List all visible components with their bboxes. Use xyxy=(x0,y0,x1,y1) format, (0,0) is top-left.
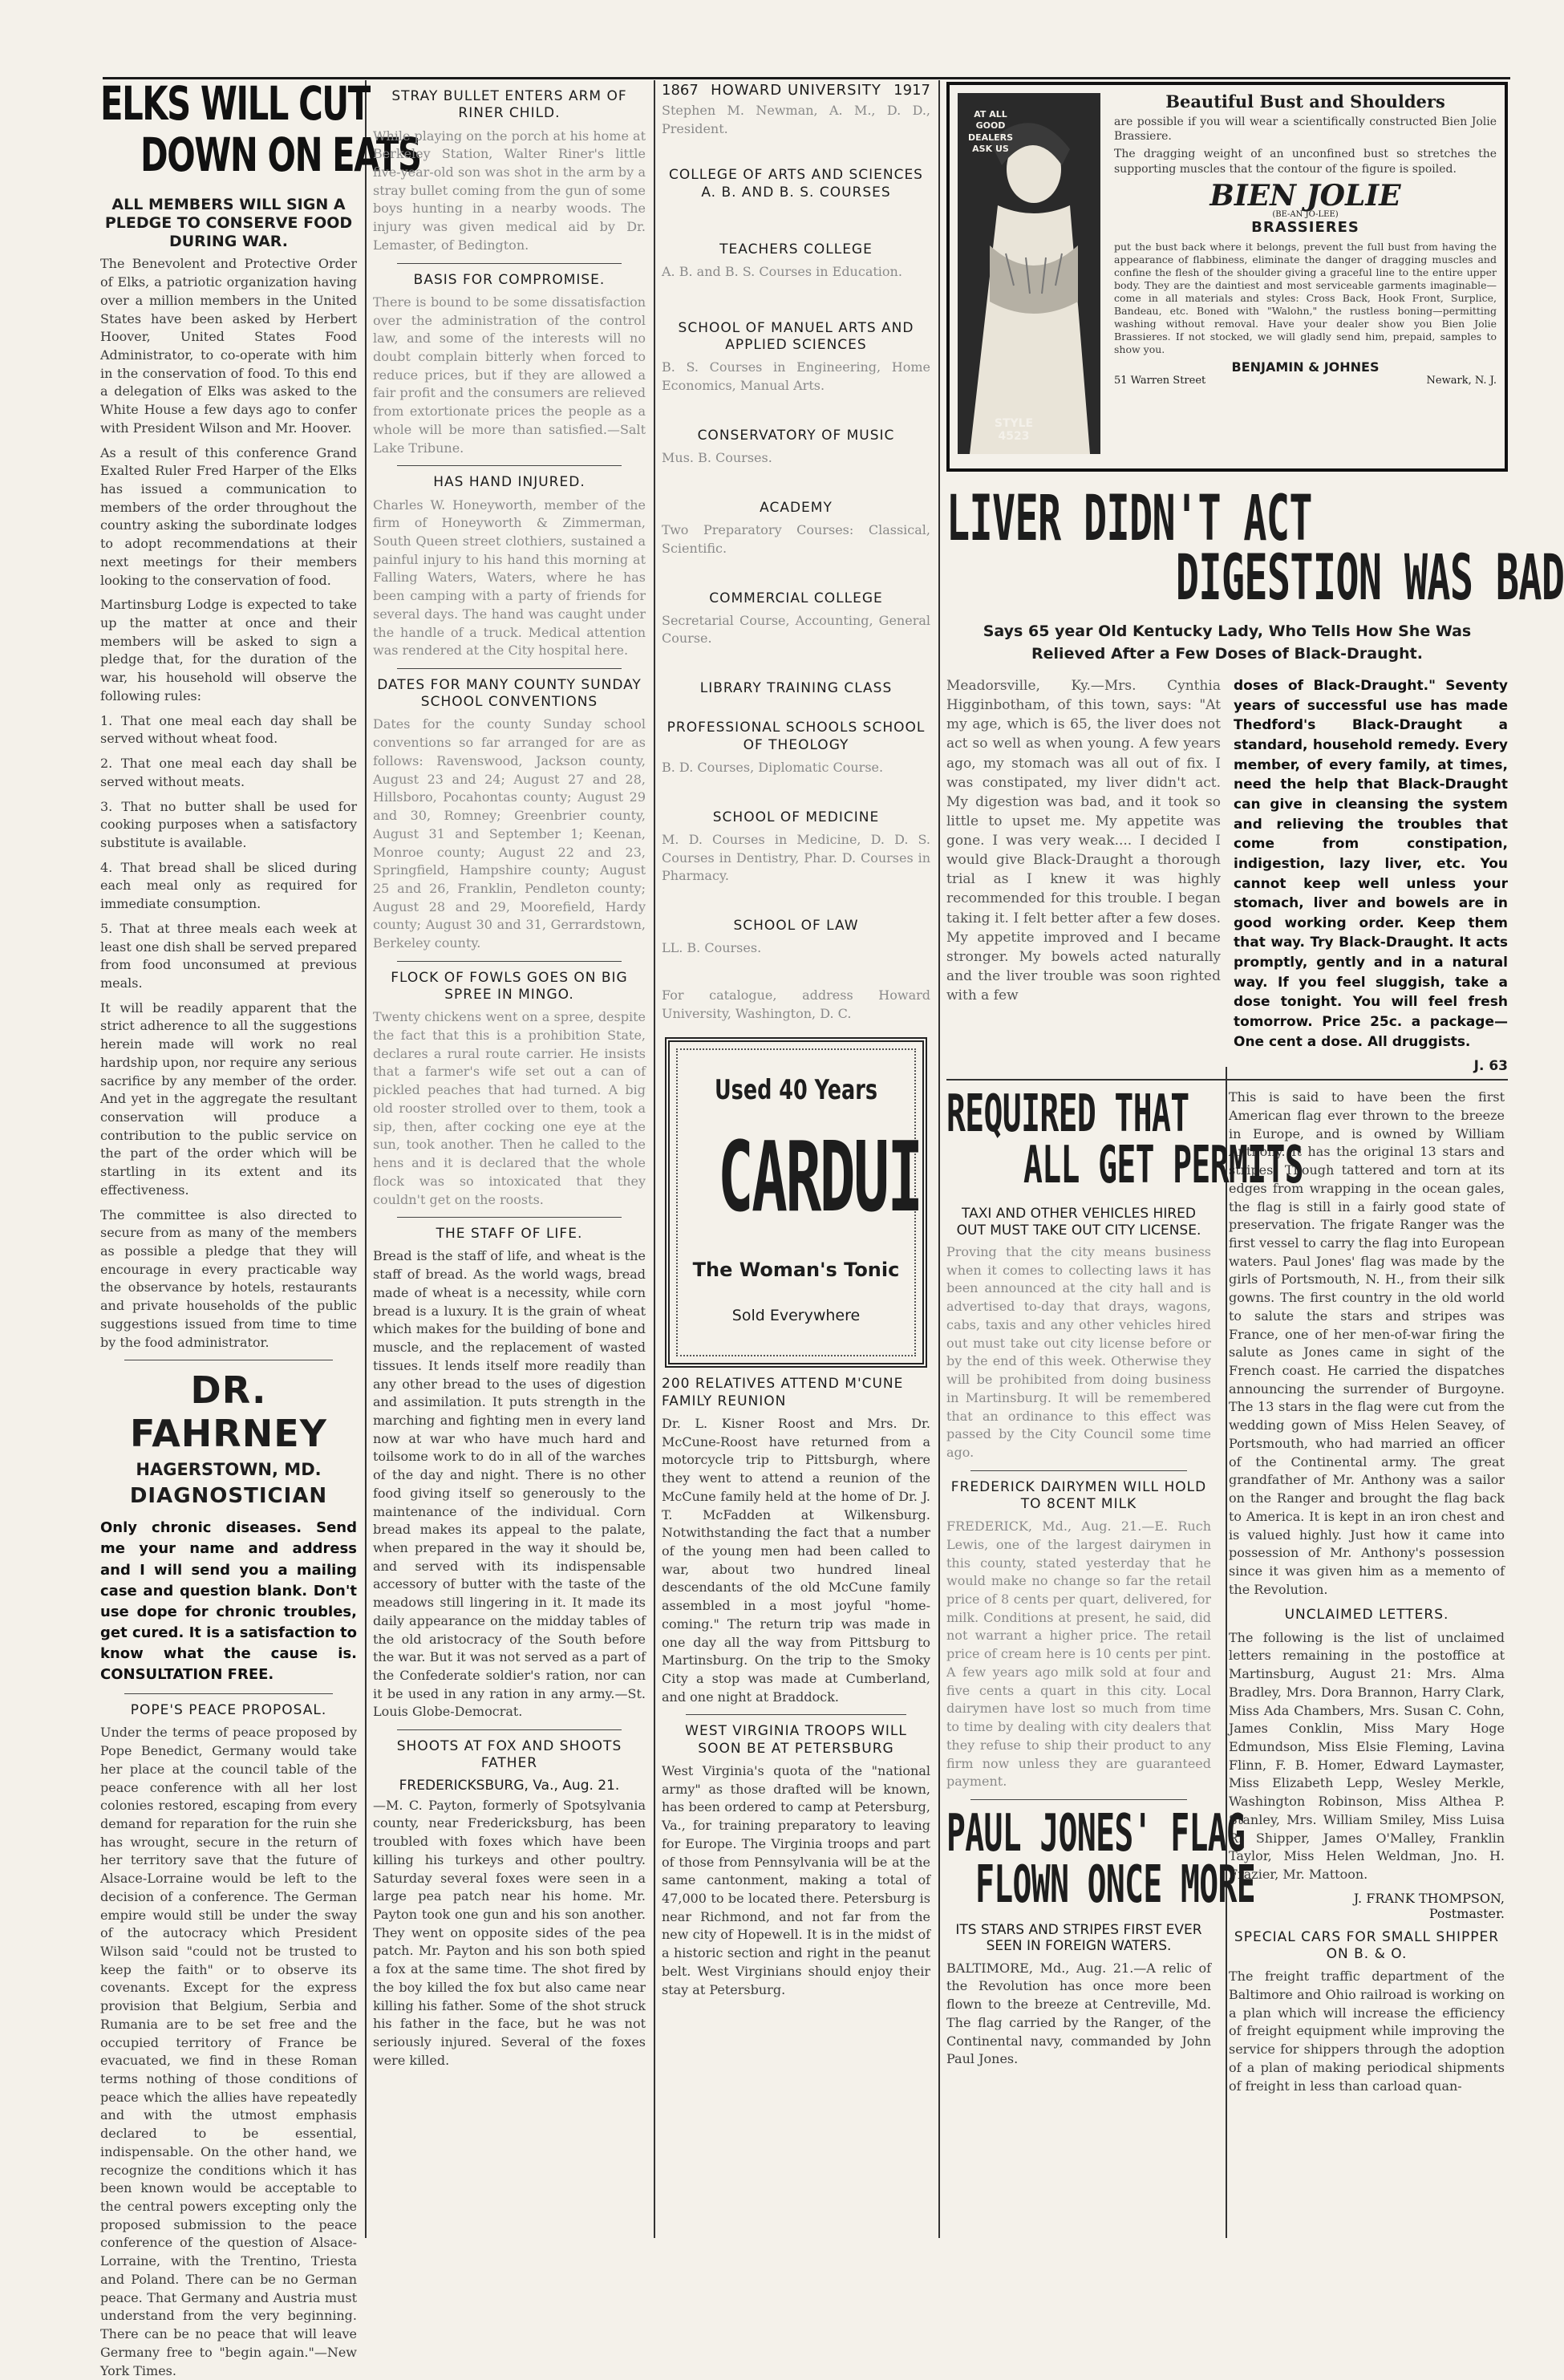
column-4-left xyxy=(946,1085,1304,2102)
school-name: LIBRARY TRAINING CLASS xyxy=(699,680,893,697)
liver-headline-row xyxy=(946,483,1508,555)
school-name: PROFESSIONAL SCHOOLS SCHOOL OF THEOLOGY xyxy=(667,720,926,753)
liver-subhead: Says 65 year Old Kentucky Lady, Who Tells How She Was Relieved After a Few Doses of Black-Draught. xyxy=(983,622,1472,663)
bien-jolie-logo xyxy=(1114,178,1497,236)
pope-article xyxy=(100,1702,357,2380)
permits-headline-row xyxy=(946,1136,1304,1201)
staff-body: Bread is the staff of life, and wheat is the staff of bread. As the world wags, bread made of wheat is a necessity, while corn bread is a luxury. It is the grain of wheat which makes for the building of bone and muscle, and the replacement of wasted tissues. It lends itself more readily than any other bread to the uses of digestion and assimilation. It puts strength in the marching and fighting men in every land now at war who have much hard and toilsome work to do in all of the warches of the day and night. There is no other food giving itself so generously to the maintenance of the individual. Corn bread makes its appeal to the palate, when prepared in the way it should be, and served with its indispensable accessory of butter with the taste of the meadows still lingering in it. It made its daily appearance on the midday tables of the old aristocracy of the South before the war. But it was not served as a part of the Confederate soldier's ration, nor can it be used in any ration in any army.—St. Louis Globe-Democrat. xyxy=(373,1248,646,1720)
liver-headline-2: DIGESTION WAS BAD xyxy=(1175,542,1564,614)
liver-headline-1: LIVER DIDN'T ACT xyxy=(946,483,1312,555)
cardui-name: CARDUI xyxy=(717,1122,922,1235)
bust-body1: The dragging weight of an unconfined bust so stretches the supporting muscles that the contour of the figure is spoiled. xyxy=(1114,148,1497,176)
column-1 xyxy=(100,76,421,2378)
stray-body: While playing on the porch at his home at Berkeley Station, Walter Riner's little five-year-old son was shot in the arm by a stray bullet coming from the gun of some boys hunting in a nearby woods. The injury was given medical aid by Dr. Lemaster, of Bedington. xyxy=(373,128,646,253)
school-name: COMMERCIAL COLLEGE xyxy=(709,590,883,606)
liver-columns xyxy=(946,676,1508,1074)
flock-headline: FLOCK OF FOWLS GOES ON BIG SPREE IN MINGO. xyxy=(391,969,628,1003)
column-rule xyxy=(654,80,655,2238)
flock-body: Twenty chickens went on a spree, despite the fact that this is a prohibition State, declares a rural route carrier. He insists that a farmer's wife set out a can of pickled peaches that had turned. A big old rooster strolled over to them, took a sip, then, after cocking one eye at the sun, took another. Then he called to the hens and it is declared that the whole flock was so intoxicated that they couldn't get on the roosts. xyxy=(373,1009,646,1207)
shoots-headline: SHOOTS AT FOX AND SHOOTS FATHER xyxy=(396,1738,622,1772)
basis-headline: BASIS FOR COMPROMISE. xyxy=(413,271,606,288)
school-name: ACADEMY xyxy=(760,499,833,516)
school-desc: B. S. Courses in Engineering, Home Economics, Manual Arts. xyxy=(662,359,930,394)
cars-body: The freight traffic department of the Baltimore and Ohio railroad is working on a plan which will increase the efficiency of freight equipment while improving the service for shippers through the adoption of a plan of making periodical shipments of freight in less than carload quan- xyxy=(1229,1968,1505,2094)
permits-headline-1: REQUIRED THAT xyxy=(946,1085,1189,1145)
paul-headline-row xyxy=(946,1803,1246,1863)
school-desc: Mus. B. Courses. xyxy=(662,450,772,466)
dates-headline: DATES FOR MANY COUNTY SUNDAY SCHOOL CONVENTIONS xyxy=(377,676,642,711)
wvtroops-body: West Virginia's quota of the "national army" as those drafted will be known, has been ordered to camp at Petersburg, Va., for training preparatory to leaving for Europe. The Virginia troops and part of those from Pennsylvania will be at the same cantonment, making a total of 47,000 to be located there. Petersburg is near Richmond, and not far from the new city of Hopewell. It is in the midst of a historic section and right in the peanut belt. West Virginians should enjoy their stay at Petersburg. xyxy=(662,1762,930,1997)
injured-headline: HAS HAND INJURED. xyxy=(433,474,585,491)
shoots-body: —M. C. Payton, formerly of Spotsylvania county, near Fredericksburg, has been troubled with foxes which have been killing his turkeys and other poultry. Saturday several foxes were seen in a large pea patch near his home. Mr. Payton took one gun and his son another. They went on opposite sides of the pea patch. Mr. Payton and his son both spied a fox at the same time. The shot fired by the boy killed the fox but also came near killing his father. Some of the shot struck his father in the face, but he was not seriously injured. Several of the foxes were killed. xyxy=(373,1797,646,2068)
dairy-headline: FREDERICK DAIRYMEN WILL HOLD TO 8CENT MILK xyxy=(950,1478,1207,1512)
elks-paragraph: The Benevolent and Protective Order of Elks, a patriotic organization having over a million members in the United States have been asked by Herbert Hoover, United States Food Administrator, to co-operate with him in the conservation of food. To this end a delegation of Elks was asked to the White House a few days ago to confer with President Wilson and Mr. Hoover. xyxy=(100,256,357,436)
school-name: CONSERVATORY OF MUSIC xyxy=(697,427,895,444)
column-4-right xyxy=(1229,1089,1505,2102)
school-name: TEACHERS COLLEGE xyxy=(719,241,873,257)
divider xyxy=(970,1799,1187,1800)
elks-headline-1: ELKS WILL CUT xyxy=(100,76,370,131)
bust-city: Newark, N. J. xyxy=(1426,374,1497,387)
divider xyxy=(686,1714,906,1715)
elks-rule: 4. That bread shall be sliced during each meal only as required for immediate consumption. xyxy=(100,859,357,912)
brand-name: BIEN JOLIE xyxy=(1209,178,1401,213)
unclaimed-role: Postmaster. xyxy=(1428,1905,1505,1921)
unclaimed-signer: J. FRANK THOMPSON, xyxy=(1353,1890,1505,1906)
injured-body: Charles W. Honeyworth, member of the firm of Honeyworth & Zimmerman, South Queen street clothiers, sustained a painful injury to his hand this morning at Falling Waters, Waters, where he has been camping with a party of friends for several days. The hand was caught under the handle of a truck. Medical attention was rendered at the City hospital here. xyxy=(373,497,646,659)
bust-copy xyxy=(1114,91,1497,387)
school-name: SCHOOL OF MANUEL ARTS AND APPLIED SCIENCES xyxy=(678,319,914,354)
divider xyxy=(397,668,622,669)
school-desc: LL. B. Courses. xyxy=(662,940,762,956)
elks-paragraph: It will be readily apparent that the strict adherence to all the suggestions herein made will work no real hardship upon, nor require any serious sacrifice by any member of the order. And yet in the aggregate the resultant conservation will produce a contribution to the public service on the part of the order which will be startling in its extent and its effectiveness. xyxy=(100,999,357,1198)
elks-subhead: ALL MEMBERS WILL SIGN A PLEDGE TO CONSERVE FOOD DURING WAR. xyxy=(104,196,353,250)
cardui-used: Used 40 Years xyxy=(714,1074,878,1107)
fahrney-name: DR. FAHRNEY xyxy=(130,1368,327,1456)
elks-rule: 3. That no butter shall be used for cooking purposes when a satisfactory substitute is available. xyxy=(100,798,357,850)
howard-masthead xyxy=(662,82,930,99)
divider xyxy=(397,1217,622,1218)
column-2 xyxy=(373,80,646,2238)
unclaimed-body: The following is the list of unclaimed letters remaining in the postoffice at Martinsburg, August 21: Mrs. Alma Bradley, Mrs. Dora Brannon, Harry Clark, Miss Ada Chambers, Mrs. Susan C. Cohn, James Conklin, Miss Mary Hoge Edmundson, Miss Elsie Fleming, Lavina Flinn, F. B. Homer, Edward Laymaster, Miss Elizabeth Lepp, Wesley Merkle, Washington Robinson, Miss Althea P. Stanley, Mrs. William Smiley, Miss Luisa R. Shipper, James O'Malley, Franklin Taylor, Miss Helen Weldman, Jno. H. Frazier, Mr. Mattoon. xyxy=(1229,1629,1505,1882)
bust-street: 51 Warren Street xyxy=(1114,374,1206,387)
brand-subtitle: BRASSIERES xyxy=(1251,218,1359,236)
school-name: SCHOOL OF MEDICINE xyxy=(712,809,880,825)
bust-intro: are possible if you will wear a scientifically constructed Bien Jolie Brassiere. xyxy=(1114,116,1497,144)
stray-headline: STRAY BULLET ENTERS ARM OF RINER CHILD. xyxy=(391,88,627,122)
elks-headline-2: DOWN ON EATS xyxy=(140,128,421,182)
elks-article xyxy=(100,76,421,1352)
school-desc: M. D. Courses in Medicine, D. D. S. Courses in Dentistry, Phar. D. Courses in Pharmacy. xyxy=(662,831,930,884)
paul-body: BALTIMORE, Md., Aug. 21.—A relic of the Revolution has once more been flown to the breeze at Centreville, Md. The flag carried by the Ranger, of the Continental navy, commanded by John Paul Jones. xyxy=(946,1960,1211,2067)
permits-headline-row xyxy=(946,1085,1211,1145)
brand-pronunciation: (BE-AN JO-LEE) xyxy=(1272,209,1339,219)
bust-style: STYLE 4523 xyxy=(994,417,1034,443)
cardui-ad xyxy=(665,1037,927,1368)
school-desc: A. B. and B. S. Courses in Education. xyxy=(662,264,902,280)
cardui-tagline: The Woman's Tonic xyxy=(692,1259,900,1282)
school-name: SCHOOL OF LAW xyxy=(733,918,859,935)
fahrney-body: Only chronic diseases. Send me your name and address and I will send you a mailing case and question blank. Don't use dope for chronic troubles, get cured. It is a satisfaction to know what the cause is. CONSULTATION FREE. xyxy=(100,1519,357,1684)
liver-left-text: Meadorsville, Ky.—Mrs. Cynthia Higginbotham, of this town, says: "At my age, which is 65, the liver does not act so well as when young. A few years ago, my stomach was all out of fix. I was constipated, my liver didn't act. My digestion was bad, and it took so little to upset me. My appetite was gone. I was very weak.... I decided I would give Black-Draught a thorough trial as I knew it was highly recommended for this trouble. I began taking it. I felt better after a few doses. My appetite improved and I became stronger. My bowels acted naturally and the liver trouble was soon righted with a few xyxy=(946,678,1221,1004)
cars-headline: SPECIAL CARS FOR SMALL SHIPPER ON B. & O. xyxy=(1234,1928,1500,1962)
dairy-body: FREDERICK, Md., Aug. 21.—E. Ruch Lewis, one of the largest dairymen in this county, stated yesterday that he would make no change so far the retail price of 8 cents per quart, delivered, for milk. Conditions at present, he said, did not warrant a higher price. The retail price of cream here is 10 cents per pint. A few years ago milk sold at four and five cents a quart in this city. Local dairymen have lost so much from time to time by dealing with city dealers that they refuse to ship their product to any firm now unless they are guaranteed payment. xyxy=(946,1518,1211,1790)
column-rule xyxy=(938,80,940,2238)
black-draught-ad xyxy=(946,483,1564,1075)
flag-continued-body: This is said to have been the first American flag ever thrown to the breeze in Europe, and is owned by William Anthony. It has the original 13 stars and stripes. Though tattered and torn at its edges from wrapping in the ocean gales, the flag is still in a fairly good state of preservation. The frigate Ranger was the first vessel to carry the flag into European waters. Paul Jones' flag was made by the girls of Portsmouth, N. H., from their silk gowns. The first country in the old world to salute the stars and stripes was France, one of her men-of-war firing the salute as Jones came in sight of the French coast. He carried the dispatches announcing the surrender of Burgoyne. The 13 stars in the flag were cut from the wedding gown of Miss Helen Seavey, of Portsmouth, who had married an officer of the Continental army. The great grandfather of Mr. Anthony was a sailor on the Ranger and brought the flag back to America. It is kept in an iron chest and is valued highly. Just how it came into possession of Mr. Anthony's possession since it was given him as a memento of the Revolution. xyxy=(1229,1089,1505,1597)
permits-subhead: TAXI AND OTHER VEHICLES HIRED OUT MUST TAKE OUT CITY LICENSE. xyxy=(956,1206,1201,1239)
divider xyxy=(397,1729,622,1730)
paul-headline-1: PAUL JONES' FLAG xyxy=(946,1803,1246,1863)
liver-right xyxy=(1234,676,1508,1074)
reunion-headline: 200 RELATIVES ATTEND M'CUNE FAMILY REUNION xyxy=(662,1376,904,1409)
school-name: COLLEGE OF ARTS AND SCIENCES A. B. AND B. S. COURSES xyxy=(669,167,923,201)
column-3 xyxy=(662,80,930,2238)
column-rule xyxy=(365,80,367,2238)
paul-subhead: ITS STARS AND STRIPES FIRST EVER SEEN IN FOREIGN WATERS. xyxy=(955,1921,1202,1955)
school-desc: Secretarial Course, Accounting, General Course. xyxy=(662,612,930,647)
bust-address xyxy=(1114,375,1497,387)
bust-body2: put the bust back where it belongs, prevent the full bust from having the appearance of flabbiness, eliminate the danger of dragging muscles and confine the flesh of the shoulder giving a graceful line to the entire upper body. They are the daintiest and most serviceable garments imaginable—come in all materials and styles: Cross Back, Hook Front, Surplice, Bandeau, etc. Boned with "Walohn," the rustless boning—permitting washing without removal. Have your dealer show you Bien Jolie Brassieres. If not stocked, we will gladly send him, prepaid, samples to show you. xyxy=(1114,240,1497,355)
elks-rule: 1. That one meal each day shall be served without wheat food. xyxy=(100,712,357,747)
bust-side-text: AT ALL GOOD DEALERS ASK US xyxy=(967,109,1014,154)
permits-headline-2: ALL GET PERMITS xyxy=(1023,1136,1304,1196)
bust-maker: BENJAMIN & JOHNES xyxy=(1231,359,1380,375)
paul-headline-row xyxy=(946,1855,1256,1917)
column-4-lower xyxy=(946,1085,1508,2102)
bien-jolie-ad xyxy=(946,82,1508,472)
staff-headline: THE STAFF OF LIFE. xyxy=(436,1226,583,1243)
fahrney-title: DIAGNOSTICIAN xyxy=(129,1484,328,1509)
elks-paragraph: Martinsburg Lodge is expected to take up the matter at once and their members will be asked to sign a pledge that, for the duration of the war, his household will observe the following rules: xyxy=(100,597,357,703)
divider xyxy=(397,263,622,264)
masthead-year-left: 1867 xyxy=(662,82,699,99)
divider xyxy=(970,1470,1187,1471)
permits-body: Proving that the city means business when it comes to collecting laws it has been announced at the city hall and is advertised to-day that drays, wagons, cabs, taxis and any other vehicles hired out must take out city license before or by the end of this week. Otherwise they will be prohibited from doing business in Martinsburg. It will be remembered that an ordinance to this effect was passed by the City Council some time ago. xyxy=(946,1244,1211,1460)
liver-right-text: doses of Black-Draught." Seventy years of successful use has made Thedford's Black-Draught a standard, household remedy. Every member, of every family, at times, need the help that Black-Draught can give in cleansing the system and relieving the troubles that come from constipation, indigestion, lazy liver, etc. You cannot keep well unless your stomach, liver and bowels are in good working order. Keep them that way. Try Black-Draught. It acts promptly, gently and in a natural way. If you feel sluggish, take a dose tonight. You will feel fresh tomorrow. Price 25c. a package—One cent a dose. All druggists. xyxy=(1234,678,1508,1050)
bust-headline: Beautiful Bust and Shoulders xyxy=(1165,91,1445,111)
paul-headline-2: FLOWN ONCE MORE xyxy=(975,1855,1256,1915)
masthead-year-right: 1917 xyxy=(893,82,930,99)
masthead-university: HOWARD UNIVERSITY xyxy=(711,82,881,99)
pope-paragraph: Under the terms of peace proposed by Pope Benedict, Germany would take her place at the council table of the peace conference with all her lost colonies restored, escaping from every demand for reparation for the ruin she has wrought, secure in the return of her territory save that the future of Alsace-Lorraine would be left to the decision of a conference. The German empire would still be under the sway of the autocracy which President Wilson said "could not be trusted to keep the faith" or to observe its covenants. Except for the express provision that Belgium, Serbia and Rumania are to be set free and the occupied territory of France be evacuated, we find in these Roman terms nothing of those conditions of peace which the allies have repeatedly and with the utmost emphasis declared to be essential, indispensable. On the other hand, we recognize the conditions which it has been known would be acceptable to the central powers excepting only the proposed submission to the peace conference of the question of Alsace-Lorraine, with the Trentino, Triesta and Poland. There can be no German peace. That Germany and Austria must understand from the very beginning. There can be no peace that will leave Germany free to "begin again."—New York Times. xyxy=(100,1725,357,2378)
howard-school-list xyxy=(662,167,930,958)
brassiere-illustration xyxy=(958,93,1100,454)
column-4 xyxy=(946,80,1564,2238)
divider xyxy=(397,961,622,962)
divider xyxy=(124,1693,333,1694)
liver-mark: J. 63 xyxy=(1473,1058,1508,1075)
fahrney-city: HAGERSTOWN, MD. xyxy=(136,1460,322,1480)
divider xyxy=(946,1079,1508,1081)
divider xyxy=(397,465,622,466)
school-desc: B. D. Courses, Diplomatic Course. xyxy=(662,759,884,775)
elks-rule: 5. That at three meals each week at least one dish shall be served prepared from food unconsumed at previous meals. xyxy=(100,920,357,991)
elks-paragraph: The committee is also directed to secure from as many of the members as possible a pledge that they will encourage in every practicable way the observance by hotels, restaurants and private households of the public suggestions issued from time to time by the food administrator. xyxy=(100,1206,357,1350)
cardui-sold: Sold Everywhere xyxy=(731,1307,861,1325)
unclaimed-headline: UNCLAIMED LETTERS. xyxy=(1284,1607,1449,1624)
fahrney-ad xyxy=(100,1368,357,1685)
school-desc: Two Preparatory Courses: Classical, Scientific. xyxy=(662,522,930,556)
howard-president: Stephen M. Newman, A. M., D. D., President. xyxy=(662,103,930,136)
elks-rule: 2. That one meal each day shall be served without meats. xyxy=(100,756,357,789)
howard-catalogue: For catalogue, address Howard University, Washington, D. C. xyxy=(662,987,930,1021)
elks-paragraph: As a result of this conference Grand Exalted Ruler Fred Harper of the Elks has issued a communication to members of the order throughout the country asking the subordinate lodges to adopt recommendations at their next meetings for their members looking to the conservation of food. xyxy=(100,444,357,588)
shoots-dateline: FREDERICKSBURG, Va., Aug. 21. xyxy=(399,1777,620,1794)
wvtroops-headline: WEST VIRGINIA TROOPS WILL SOON BE AT PETERSBURG xyxy=(685,1723,907,1757)
reunion-body: Dr. L. Kisner Roost and Mrs. Dr. McCune-Roost have returned from a motorcycle trip to Pittsburgh, where they went to attend a reunion of the McCune family held at the home of Dr. J. T. McFadden at Wilkensburg. Notwithstanding the fact that a number of the young men had been called to war, about two hundred lineal descendants of the old McCune family assembled in a most joyful "home-coming." The return trip was made in one day all the way from Pittsburg to Martinsburg. On the trip to the Smoky City a stop was made at Cumberland, and one night at Braddock. xyxy=(662,1415,930,1705)
pope-headline: POPE'S PEACE PROPOSAL. xyxy=(130,1702,327,1719)
dates-body: Dates for the county Sunday school conventions so far arranged for are as follows: Ravenswood, Jackson county, August 23 and 24; August 27 and 28, Hillsboro, Pocahontas county; August 29 and 30, Romney; Greenbrier county, August 31 and September 1; Keenan, Monroe county; August 22 and 23, Springfield, Hampshire county; August 25 and 26, Franklin, Pendleton county; August 28 and 29, Moorefield, Hardy county; August 30 and 31, Gerrardstown, Berkeley county. xyxy=(373,716,646,951)
liver-headline-row xyxy=(946,542,1564,616)
basis-body: There is bound to be some dissatisfaction over the administration of the control law, and some of the interests will no doubt complain bitterly when forced to reduce prices, but if they are allowed a fair profit and the consumers are relieved from extortionate prices the people as a whole will be more than satisfied.—Salt Lake Tribune. xyxy=(373,294,646,456)
